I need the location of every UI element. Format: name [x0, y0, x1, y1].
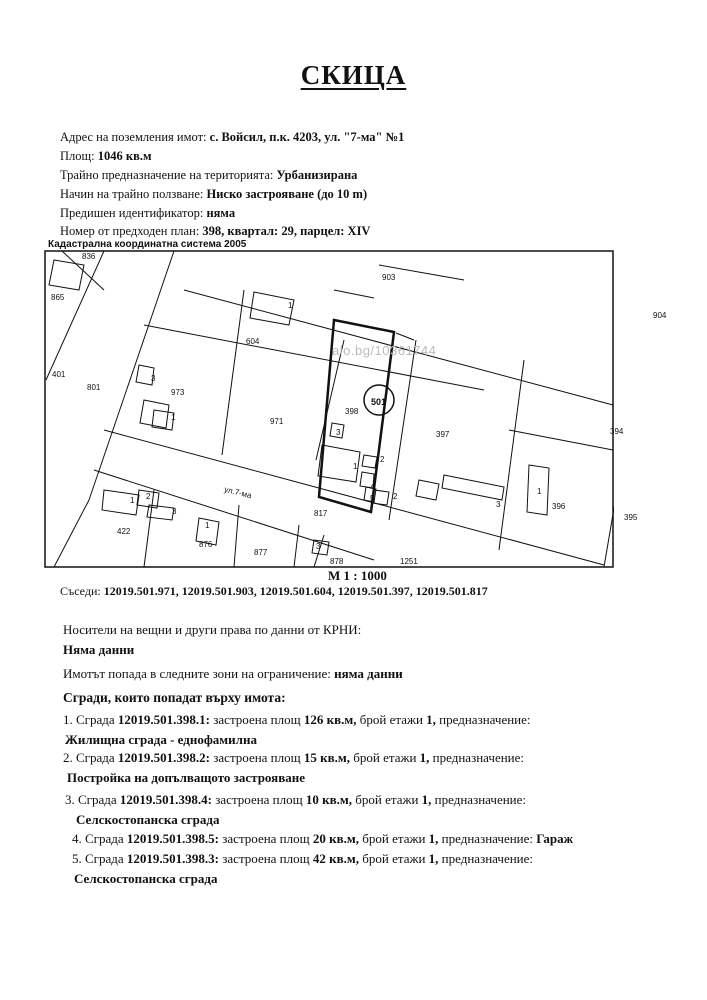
label-street: ул.7-ма [223, 484, 253, 501]
label-422: 422 [117, 527, 131, 536]
label-904: 904 [653, 311, 667, 320]
label-836: 836 [82, 252, 96, 261]
building-5-line: 5. Сграда 12019.501.398.3: застроена площ 42 кв.м, брой етажи 1, предназначение: [72, 851, 534, 866]
address-line: Адрес на поземления имот: с. Войсил, п.к. 4203, ул. "7-ма" №1 [60, 130, 405, 144]
label-bldg-3e: 3 [316, 542, 321, 551]
label-396: 396 [552, 502, 566, 511]
label-877: 877 [254, 548, 268, 557]
label-bldg-1c: 1 [353, 462, 358, 471]
label-604: 604 [246, 337, 260, 346]
prev-id-line: Предишен идентификатор: няма [60, 206, 236, 220]
building-2-purpose: Постройка на допълващото застрояване [67, 770, 305, 785]
rights-label: Носители на вещни и други права по данни от КРНИ: [63, 622, 362, 637]
rights-value: Няма данни [63, 642, 135, 657]
label-971: 971 [270, 417, 284, 426]
label-1251: 1251 [400, 557, 418, 566]
usage-line: Начин на трайно ползване: Ниско застрояване (до 10 m) [60, 187, 368, 201]
label-bldg-3c: 3 [496, 500, 501, 509]
buildings-heading: Сгради, които попадат върху имота: [63, 690, 286, 705]
label-395: 395 [624, 513, 638, 522]
prev-plan-line: Номер от предходен план: 398, квартал: 29, парцел: XIV [60, 224, 371, 238]
page-title: СКИЦА [300, 60, 407, 90]
label-bldg-1f: 1 [205, 521, 210, 530]
label-bldg-2c: 2 [146, 492, 151, 501]
building-1-purpose: Жилищна сграда - еднофамилна [65, 732, 257, 747]
label-801: 801 [87, 383, 101, 392]
neighbors-line: Съседи: 12019.501.971, 12019.501.903, 12019.501.604, 12019.501.397, 12019.501.817 [60, 584, 488, 598]
cadastral-map [44, 250, 614, 570]
label-bldg-3b: 3 [336, 428, 341, 437]
watermark: alo.bg/10361744 [332, 343, 437, 358]
label-bldg-2a: 2 [380, 455, 385, 464]
label-bldg-1b: 1 [171, 413, 176, 422]
label-973: 973 [171, 388, 185, 397]
label-397: 397 [436, 430, 450, 439]
building-3-purpose: Селскостопанска сграда [76, 812, 220, 827]
label-401: 401 [52, 370, 66, 379]
label-394: 394 [610, 427, 624, 436]
area-line: Площ: 1046 кв.м [60, 149, 152, 163]
label-bldg-3a: 3 [151, 374, 156, 383]
building-2-line: 2. Сграда 12019.501.398.2: застроена площ 15 кв.м, брой етажи 1, предназначение: [63, 750, 525, 765]
label-bldg-5: 5 [370, 494, 375, 503]
label-865: 865 [51, 293, 65, 302]
label-903: 903 [382, 273, 396, 282]
label-398: 398 [345, 407, 359, 416]
label-bldg-4: 4 [370, 483, 375, 492]
building-5-purpose: Селскостопанска сграда [74, 871, 218, 886]
building-4-line: 4. Сграда 12019.501.398.5: застроена площ 20 кв.м, брой етажи 1, предназначение: Гараж [72, 831, 574, 846]
label-bldg-1e: 1 [130, 496, 135, 505]
label-bldg-1d: 1 [537, 487, 542, 496]
label-817: 817 [314, 509, 328, 518]
label-501: 501 [371, 397, 387, 407]
label-bldg-2b: 2 [393, 492, 398, 501]
map-scale: М 1 : 1000 [328, 568, 387, 583]
building-3-line: 3. Сграда 12019.501.398.4: застроена площ 10 кв.м, брой етажи 1, предназначение: [65, 792, 527, 807]
label-878: 878 [330, 557, 344, 566]
label-bldg-3d: 3 [172, 507, 177, 516]
territory-line: Трайно предназначение на територията: Урбанизирана [60, 168, 358, 182]
label-bldg-1a: 1 [288, 301, 293, 310]
label-876: 876 [199, 540, 213, 549]
coordinate-system: Кадастрална координатна система 2005 [48, 239, 247, 250]
building-1-line: 1. Сграда 12019.501.398.1: застроена площ 126 кв.м, брой етажи 1, предназначение: [63, 712, 531, 727]
zones-line: Имотът попада в следните зони на ограничение: няма данни [63, 666, 403, 681]
